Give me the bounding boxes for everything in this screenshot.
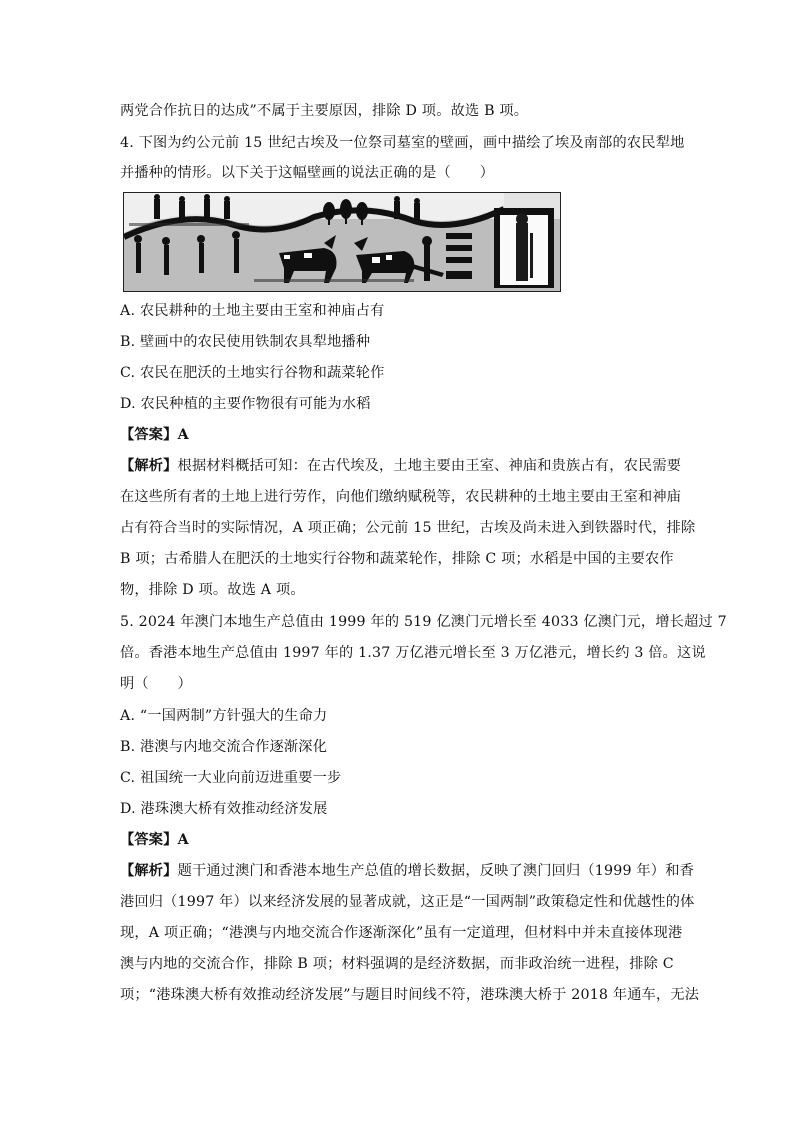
q5-option-a: A. “一国两制”方针强大的生命力 bbox=[120, 708, 328, 724]
q5-option-c: C. 祖国统一大业向前迈进重要一步 bbox=[120, 770, 342, 786]
q4-option-a: A. 农民耕种的土地主要由王室和神庙占有 bbox=[120, 303, 385, 319]
previous-answer-tail: 两党合作抗日的达成”不属于主要原因，排除 D 项。故选 B 项。 bbox=[120, 103, 529, 119]
q5-stem-line-3: 明（ ） bbox=[120, 676, 192, 692]
q5-answer bbox=[120, 830, 189, 850]
q4-analysis-line-5: 物，排除 D 项。故选 A 项。 bbox=[120, 582, 305, 598]
q5-option-d: D. 港珠澳大桥有效推动经济发展 bbox=[120, 801, 328, 817]
q4-stem-line-2: 并播种的情形。以下关于这幅壁画的说法正确的是（ ） bbox=[120, 165, 495, 181]
q4-answer-value: A bbox=[177, 427, 189, 443]
q4-analysis-line-1 bbox=[120, 456, 681, 476]
q4-stem-line-1: 4. 下图为约公元前 15 世纪古埃及一位祭司墓室的壁画，画中描绘了埃及南部的农民犁地 bbox=[120, 135, 685, 151]
q5-analysis-line-4: 澳与内地的交流合作，排除 B 项；材料强调的是经济数据，而非政治统一进程，排除 C bbox=[120, 956, 674, 972]
q4-analysis-label: 【解析】 bbox=[120, 458, 178, 474]
q4-analysis-line-4: B 项；古希腊人在肥沃的土地实行谷物和蔬菜轮作，排除 C 项；水稻是中国的主要农作 bbox=[120, 551, 674, 567]
q5-answer-value: A bbox=[177, 832, 189, 848]
q4-answer bbox=[120, 425, 189, 445]
q5-option-b: B. 港澳与内地交流合作逐渐深化 bbox=[120, 739, 328, 755]
q5-stem-line-1: 5. 2024 年澳门本地生产总值由 1999 年的 519 亿澳门元增长至 4033 亿澳门元，增长超过 7 bbox=[120, 614, 727, 630]
q4-option-b: B. 壁画中的农民使用铁制农具犁地播种 bbox=[120, 334, 371, 350]
q4-answer-label: 【答案】 bbox=[120, 427, 178, 443]
q4-analysis-line-2: 在这些所有者的土地上进行劳作，向他们缴纳赋税等，农民耕种的土地主要由王室和神庙 bbox=[120, 489, 682, 505]
q5-stem-line-2: 倍。香港本地生产总值由 1997 年的 1.37 万亿港元增长至 3 万亿港元，增长约 3 倍。这说 bbox=[120, 645, 706, 661]
egyptian-mural-image bbox=[123, 192, 561, 292]
q5-analysis-line-2: 港回归（1997 年）以来经济发展的显著成就，这正是“一国两制”政策稳定性和优越性的体 bbox=[120, 894, 695, 910]
q5-analysis-text-1: 题干通过澳门和香港本地生产总值的增长数据，反映了澳门回归（1999 年）和香 bbox=[177, 863, 694, 879]
q5-analysis-line-1 bbox=[120, 861, 694, 881]
q4-analysis-line-3: 占有符合当时的实际情况，A 项正确；公元前 15 世纪，古埃及尚未进入到铁器时代，排除 bbox=[120, 520, 696, 536]
q5-analysis-line-5: 项；“港珠澳大桥有效推动经济发展”与题目时间线不符，港珠澳大桥于 2018 年通车，无法 bbox=[120, 987, 700, 1003]
q5-analysis-label: 【解析】 bbox=[120, 863, 178, 879]
q5-answer-label: 【答案】 bbox=[120, 832, 178, 848]
q5-analysis-line-3: 现，A 项正确；“港澳与内地交流合作逐渐深化”虽有一定道理，但材料中并未直接体现港 bbox=[120, 925, 683, 941]
q4-option-c: C. 农民在肥沃的土地实行谷物和蔬菜轮作 bbox=[120, 365, 385, 381]
q4-analysis-text-1: 根据材料概括可知：在古代埃及，土地主要由王室、神庙和贵族占有，农民需要 bbox=[177, 458, 682, 474]
q4-option-d: D. 农民种植的主要作物很有可能为水稻 bbox=[120, 396, 371, 412]
